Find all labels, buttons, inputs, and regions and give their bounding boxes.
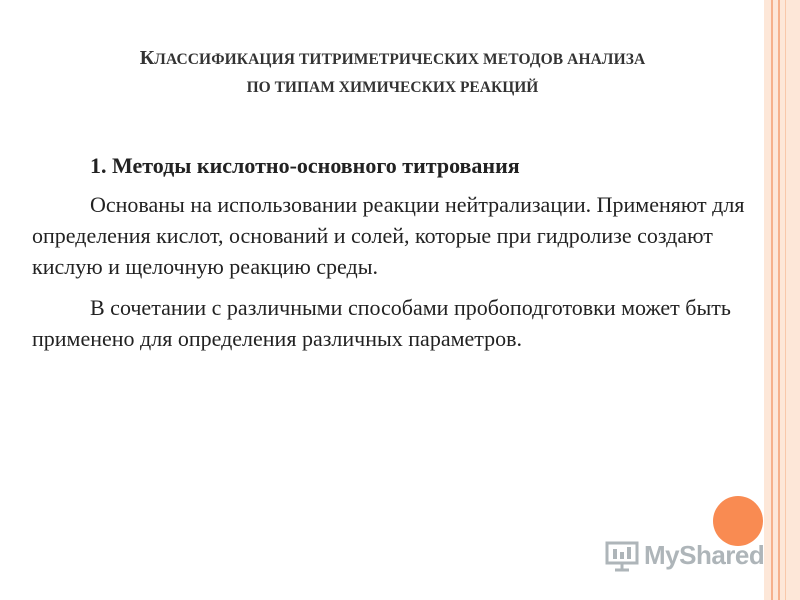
title-line-1-text: ЛАССИФИКАЦИЯ ТИТРИМЕТРИЧЕСКИХ МЕТОДОВ АНАЛИЗА [154,51,646,68]
section-heading: 1. Методы кислотно-основного титрования [90,153,520,178]
body-paragraph: В сочетании с различными способами пробоподготовки может быть применено для определения различных параметров. [32,295,731,351]
watermark-text: MyShared [644,539,765,570]
watermark-logo [604,535,764,575]
slide-title-line-2: ПО ТИПАМ ХИМИЧЕСКИХ РЕАКЦИЙ [246,79,539,96]
title-initial-cap: К [139,47,155,69]
slide-title-line-1 [20,48,765,68]
presentation-board-icon [604,537,640,573]
right-border-line [778,0,780,600]
right-border-line [785,0,786,600]
slide-body [32,150,777,364]
body-paragraph: Основаны на использовании реакции нейтрализации. Применяют для определения кислот, оснований и солей, которые при гидролизе создают кислую и щелочную реакцию среды. [32,192,745,279]
